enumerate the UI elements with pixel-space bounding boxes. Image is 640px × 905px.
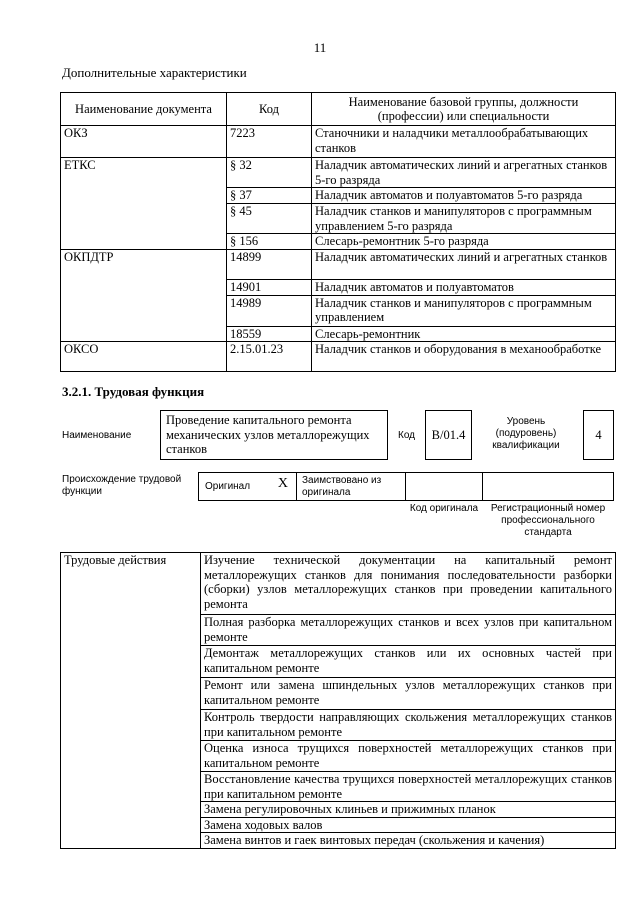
reg-number-cell xyxy=(482,472,614,501)
origin-label: Происхождение трудовой функции xyxy=(62,474,182,497)
section-title: 3.2.1. Трудовая функция xyxy=(62,384,205,399)
header-doc: Наименование документа xyxy=(61,93,227,126)
original-code-cell xyxy=(405,472,483,501)
borrowed-cell: Заимствовано из оригинала xyxy=(296,472,406,501)
code-cell: 14899 xyxy=(227,250,312,280)
action-item: Восстановление качества трущихся поверхностей металлорежущих станков при капитальном ремонте xyxy=(201,772,616,802)
name-cell: Наладчик станков и оборудования в механообработке xyxy=(312,342,616,372)
table-header-row xyxy=(61,93,616,126)
name-cell: Слесарь-ремонтник xyxy=(312,326,616,342)
header-code: Код xyxy=(227,93,312,126)
actions-label: Трудовые действия xyxy=(61,553,201,849)
action-item: Замена регулировочных клиньев и прижимных планок xyxy=(201,802,616,818)
name-cell: Наладчик станков и манипуляторов с программным управлением 5-го разряда xyxy=(312,204,616,234)
doc-cell: ОКСО xyxy=(61,342,227,372)
doc-cell: ОКЗ xyxy=(61,126,227,158)
function-name-box: Проведение капитального ремонта механических узлов металлорежущих станков xyxy=(160,410,388,460)
table-row xyxy=(61,126,616,158)
action-item: Оценка износа трущихся поверхностей металлорежущих станков при капитальном ремонте xyxy=(201,741,616,772)
name-cell: Наладчик автоматов и полуавтоматов 5-го разряда xyxy=(312,188,616,204)
name-cell: Наладчик автоматических линий и агрегатных станков 5-го разряда xyxy=(312,158,616,188)
name-label: Наименование xyxy=(62,430,132,441)
table-row xyxy=(61,342,616,372)
action-item: Полная разборка металлорежущих станков и всех узлов при капитальном ремонте xyxy=(201,615,616,646)
doc-cell: ОКПДТР xyxy=(61,250,227,342)
function-code-box: В/01.4 xyxy=(425,410,472,460)
name-cell: Наладчик автоматов и полуавтоматов xyxy=(312,280,616,296)
code-cell: 2.15.01.23 xyxy=(227,342,312,372)
orig-code-caption: Код оригинала xyxy=(409,503,479,514)
action-item: Контроль твердости направляющих скольжения металлорежущих станков при капитальном ремонте xyxy=(201,710,616,741)
action-row xyxy=(61,553,616,615)
classification-table xyxy=(60,92,616,372)
code-cell: 14901 xyxy=(227,280,312,296)
page-number: 11 xyxy=(313,40,327,55)
code-cell: § 37 xyxy=(227,188,312,204)
action-item: Демонтаж металлорежущих станков или их основных частей при капитальном ремонте xyxy=(201,646,616,678)
action-item: Ремонт или замена шпиндельных узлов металлорежущих станков при капитальном ремонте xyxy=(201,678,616,710)
name-cell: Наладчик автоматических линий и агрегатных станков xyxy=(312,250,616,280)
code-cell: 7223 xyxy=(227,126,312,158)
subtitle: Дополнительные характеристики xyxy=(62,65,247,80)
header-name: Наименование базовой группы, должности (профессии) или специальности xyxy=(312,93,616,126)
action-item: Изучение технической документации на капитальный ремонт металлорежущих станков для понимания последовательности разборки (сборки) узлов металлорежущих станков при проведении капитального ремонта xyxy=(201,553,616,615)
original-label: Оригинал xyxy=(205,481,251,492)
action-item: Замена винтов и гаек винтовых передач (скольжения и качения) xyxy=(201,833,616,849)
original-mark: X xyxy=(277,476,288,491)
code-cell: § 45 xyxy=(227,204,312,234)
reg-number-caption: Регистрационный номер профессионального стандарта xyxy=(490,503,606,538)
table-row xyxy=(61,158,616,188)
action-item: Замена ходовых валов xyxy=(201,817,616,833)
name-cell: Слесарь-ремонтник 5-го разряда xyxy=(312,234,616,250)
code-cell: § 156 xyxy=(227,234,312,250)
level-label: Уровень (подуровень) квалификации xyxy=(492,416,560,451)
table-row xyxy=(61,250,616,280)
name-cell: Наладчик станков и манипуляторов с программным управлением xyxy=(312,295,616,326)
labor-actions-table xyxy=(60,552,616,849)
code-cell: 14989 xyxy=(227,295,312,326)
name-cell: Станочники и наладчики металлообрабатывающих станков xyxy=(312,126,616,158)
level-box: 4 xyxy=(583,410,614,460)
code-cell: 18559 xyxy=(227,326,312,342)
code-label: Код xyxy=(398,430,416,441)
original-cell xyxy=(198,472,297,501)
doc-cell: ЕТКС xyxy=(61,158,227,250)
code-cell: § 32 xyxy=(227,158,312,188)
